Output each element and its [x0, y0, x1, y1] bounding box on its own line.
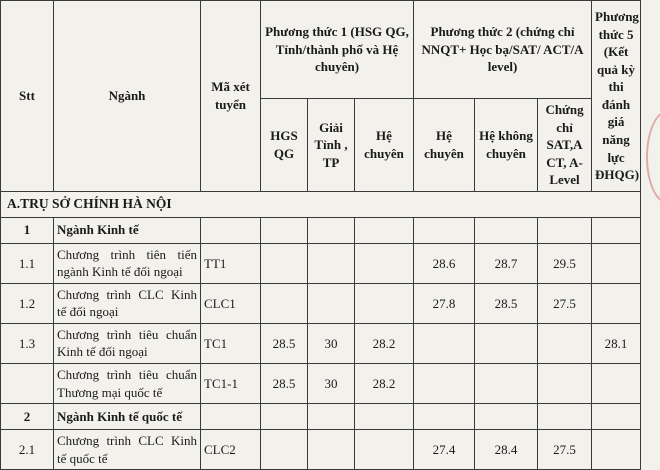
row-stt	[1, 364, 54, 404]
row-giai	[308, 243, 355, 283]
row-he-chuyen-2	[414, 323, 475, 363]
row-stt: 2.1	[1, 430, 54, 470]
red-stamp-edge	[646, 110, 660, 204]
row-stt: 1.2	[1, 283, 54, 323]
header-hgs-qg: HGS QG	[261, 99, 308, 192]
row-chung-chi: 27.5	[538, 430, 592, 470]
header-row-1	[1, 1, 641, 99]
row-he-chuyen-2	[414, 364, 475, 404]
row-hgs: 28.5	[261, 364, 308, 404]
header-he-khong-chuyen: Hệ không chuyên	[475, 99, 538, 192]
row-he-khong-chuyen	[475, 364, 538, 404]
table-row	[1, 323, 641, 363]
group-row	[1, 217, 641, 243]
row-pt5: 28.1	[592, 323, 641, 363]
header-phuong-thuc-2: Phương thức 2 (chứng chỉ NNQT+ Học bạ/SAT/ ACT/A level)	[414, 1, 592, 99]
row-pt5	[592, 243, 641, 283]
group-name: Ngành Kinh tế quốc tế	[54, 404, 201, 430]
table-row	[1, 430, 641, 470]
row-chung-chi: 29.5	[538, 243, 592, 283]
row-pt5	[592, 283, 641, 323]
row-he-khong-chuyen: 28.7	[475, 243, 538, 283]
table-row	[1, 283, 641, 323]
group-name: Ngành Kinh tế	[54, 217, 201, 243]
row-giai: 30	[308, 323, 355, 363]
row-program: Chương trình tiêu chuẩn Thương mại quốc tế	[54, 364, 201, 404]
row-chung-chi	[538, 364, 592, 404]
row-giai	[308, 430, 355, 470]
header-giai-tinh: Giải Tỉnh , TP	[308, 99, 355, 192]
header-nganh: Ngành	[54, 1, 201, 192]
row-program: Chương trình tiên tiến ngành Kinh tế đối ngoại	[54, 243, 201, 283]
row-hgs: 28.5	[261, 323, 308, 363]
group-stt: 2	[1, 404, 54, 430]
row-program: Chương trình tiêu chuẩn Kinh tế đối ngoại	[54, 323, 201, 363]
section-row	[1, 191, 641, 217]
row-code: TT1	[201, 243, 261, 283]
group-stt: 1	[1, 217, 54, 243]
header-chung-chi: Chứng chỉ SAT,A CT, A-Level	[538, 99, 592, 192]
header-ma-xet-tuyen: Mã xét tuyển	[201, 1, 261, 192]
row-he-chuyen-1	[355, 243, 414, 283]
row-he-chuyen-2: 28.6	[414, 243, 475, 283]
row-code: TC1	[201, 323, 261, 363]
header-phuong-thuc-5: Phương thức 5 (Kết quả kỳ thi đánh giá năng lực ĐHQG)	[592, 1, 641, 192]
row-chung-chi: 27.5	[538, 283, 592, 323]
row-chung-chi	[538, 323, 592, 363]
header-stt: Stt	[1, 1, 54, 192]
header-he-chuyen-2: Hệ chuyên	[414, 99, 475, 192]
row-he-chuyen-2: 27.8	[414, 283, 475, 323]
row-giai: 30	[308, 364, 355, 404]
row-code: TC1-1	[201, 364, 261, 404]
row-program: Chương trình CLC Kinh tế quốc tế	[54, 430, 201, 470]
header-phuong-thuc-1: Phương thức 1 (HSG QG, Tỉnh/thành phố và Hệ chuyên)	[261, 1, 414, 99]
row-he-chuyen-1: 28.2	[355, 323, 414, 363]
row-hgs	[261, 430, 308, 470]
row-giai	[308, 283, 355, 323]
row-he-chuyen-2: 27.4	[414, 430, 475, 470]
group-row	[1, 404, 641, 430]
section-title: A.TRỤ SỞ CHÍNH HÀ NỘI	[1, 191, 641, 217]
row-code: CLC1	[201, 283, 261, 323]
row-he-chuyen-1	[355, 430, 414, 470]
header-he-chuyen-1: Hệ chuyên	[355, 99, 414, 192]
table-row	[1, 364, 641, 404]
row-he-chuyen-1	[355, 283, 414, 323]
row-pt5	[592, 430, 641, 470]
row-he-khong-chuyen	[475, 323, 538, 363]
row-he-khong-chuyen: 28.5	[475, 283, 538, 323]
row-he-khong-chuyen: 28.4	[475, 430, 538, 470]
row-he-chuyen-1: 28.2	[355, 364, 414, 404]
row-stt: 1.1	[1, 243, 54, 283]
row-stt: 1.3	[1, 323, 54, 363]
row-hgs	[261, 243, 308, 283]
row-pt5	[592, 364, 641, 404]
row-code: CLC2	[201, 430, 261, 470]
row-program: Chương trình CLC Kinh tế đối ngoại	[54, 283, 201, 323]
table-row	[1, 243, 641, 283]
row-hgs	[261, 283, 308, 323]
